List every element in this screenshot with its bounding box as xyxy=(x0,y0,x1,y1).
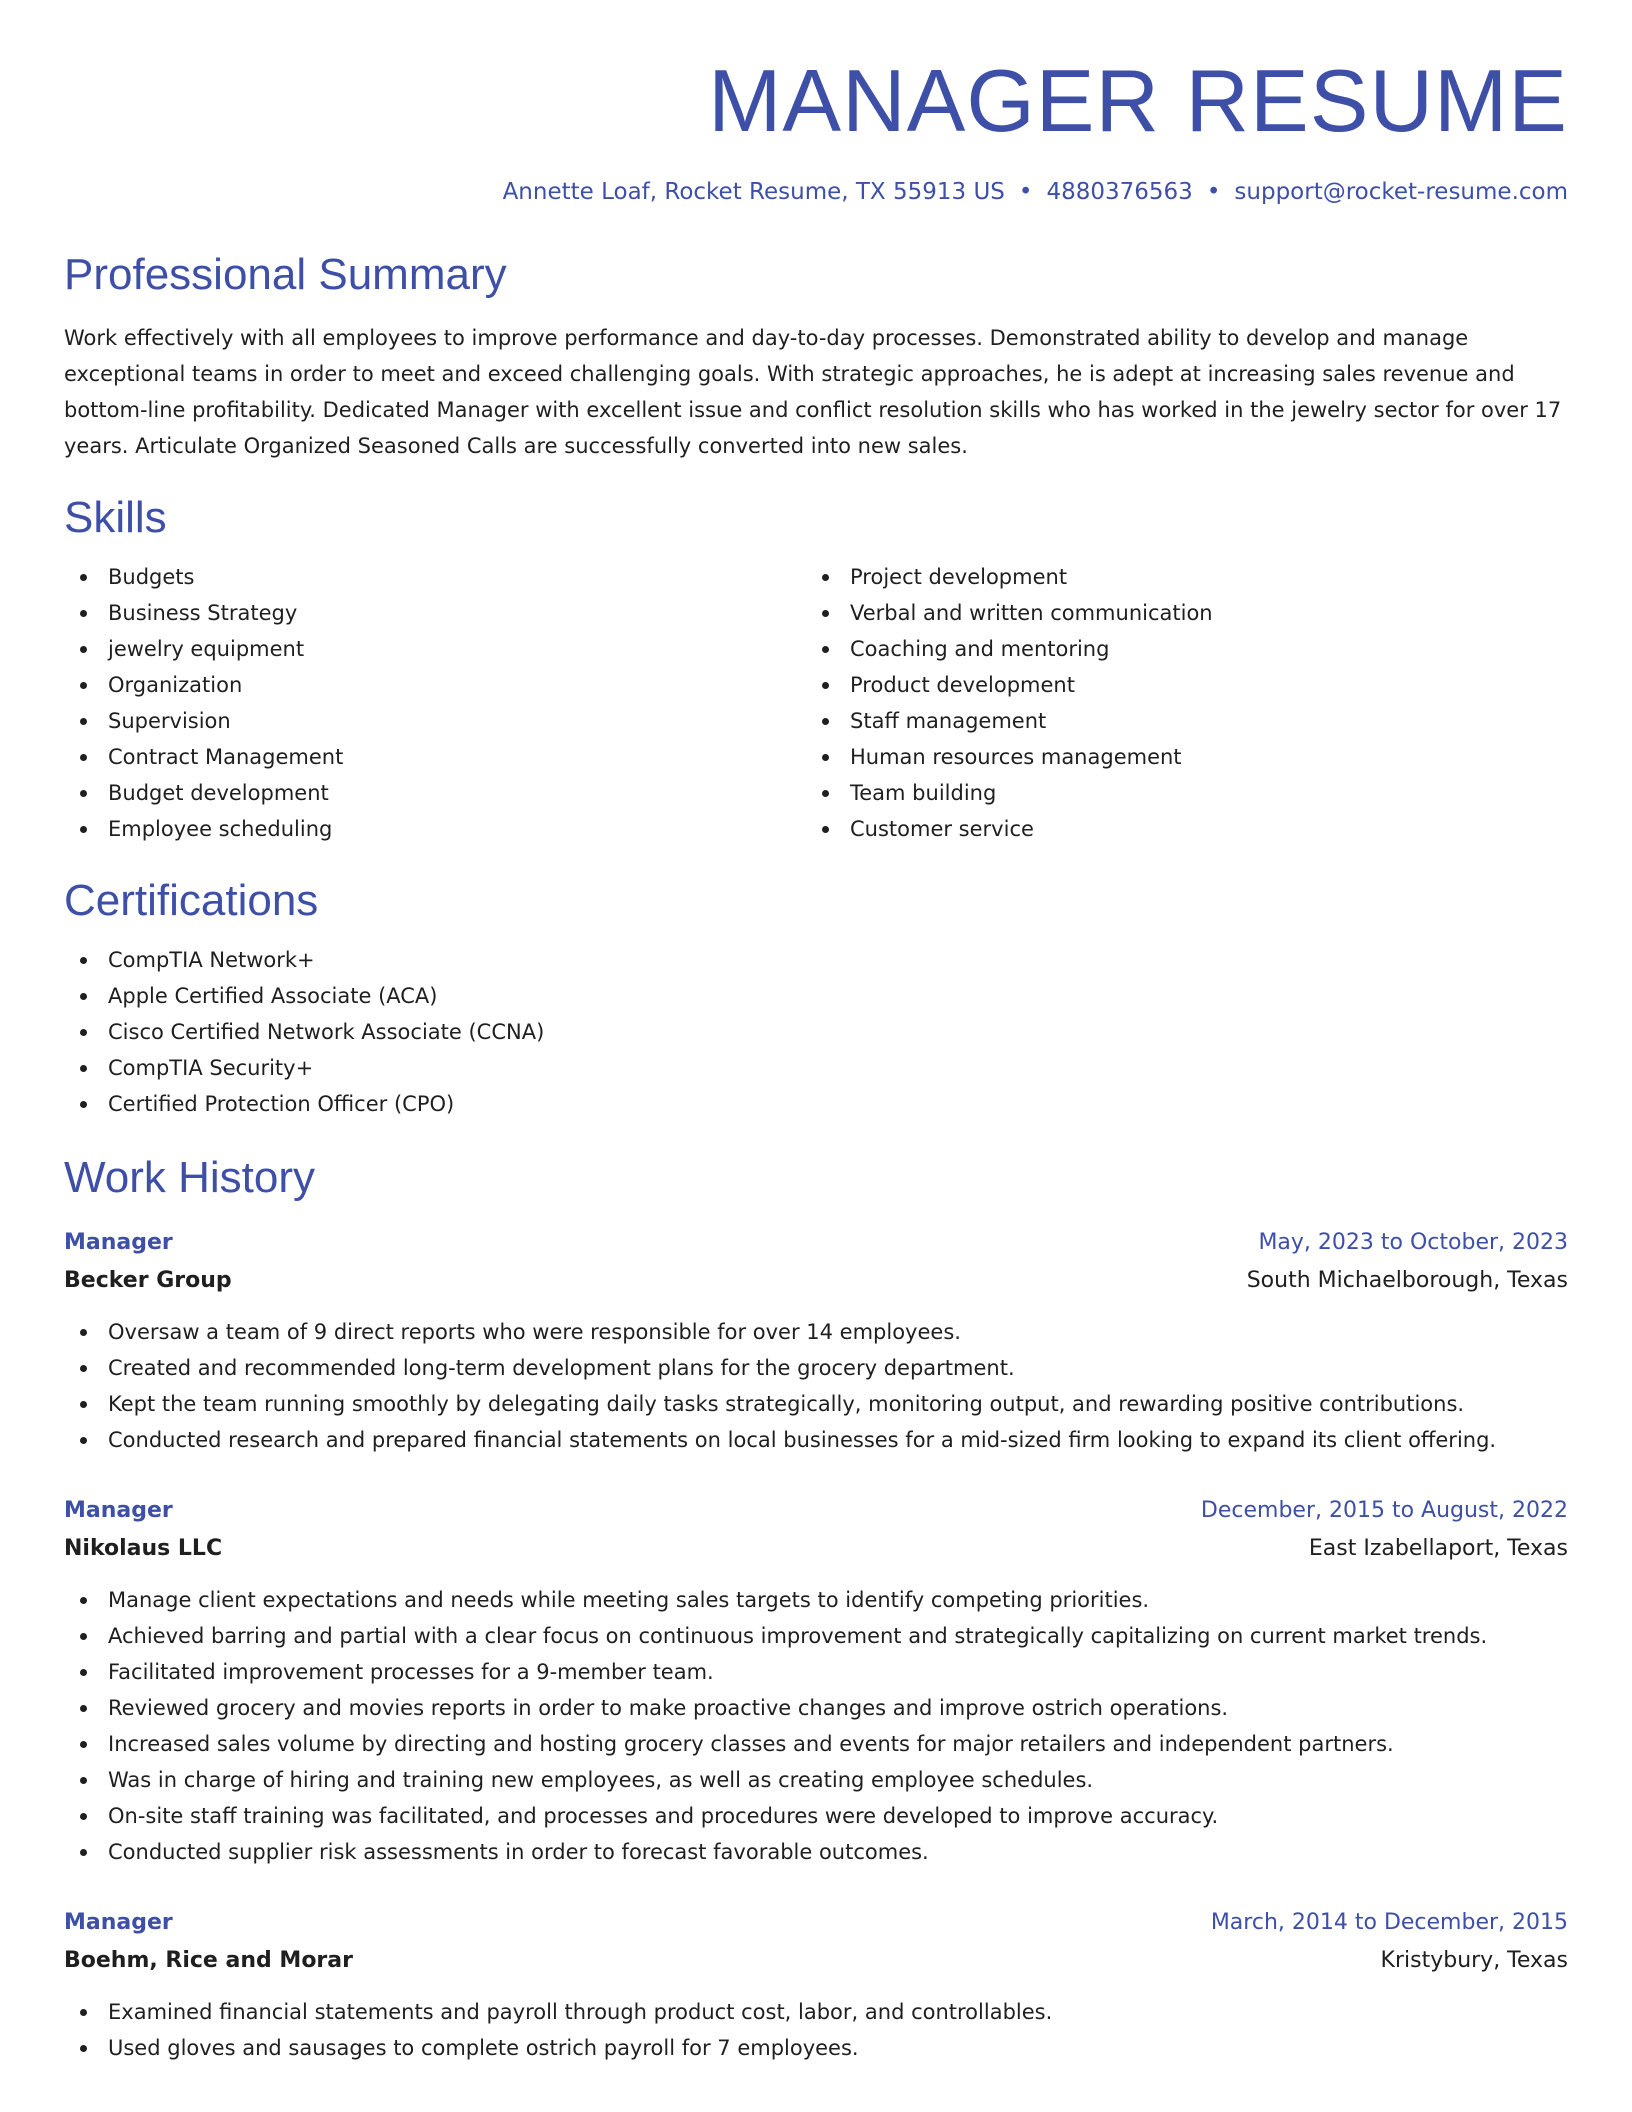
skill-item: Coaching and mentoring xyxy=(806,631,1548,667)
job-role: Manager xyxy=(64,1498,173,1524)
certification-item: Cisco Certified Network Associate (CCNA) xyxy=(64,1014,1568,1050)
job-bullet: Conducted research and prepared financial statements on local businesses for a mid-sized firm looking to expand its client offering. xyxy=(64,1422,1568,1458)
professional-summary-section xyxy=(64,249,1568,464)
job-header-row xyxy=(64,1492,1568,1530)
skill-item: Product development xyxy=(806,667,1548,703)
certification-item: CompTIA Network+ xyxy=(64,942,1568,978)
skill-item: Contract Management xyxy=(64,739,806,775)
resume-title: MANAGER RESUME xyxy=(708,51,1568,150)
job-bullet: Used gloves and sausages to complete ostrich payroll for 7 employees. xyxy=(64,2030,1568,2066)
job-entry xyxy=(64,1904,1568,2066)
contact-separator: • xyxy=(1018,179,1033,206)
section-title-summary: Professional Summary xyxy=(64,250,507,300)
job-company: Boehm, Rice and Morar xyxy=(64,1948,353,1974)
job-bullet: Reviewed grocery and movies reports in order to make proactive changes and improve ostrich operations. xyxy=(64,1690,1568,1726)
section-title-work-history: Work History xyxy=(64,1152,315,1202)
section-title-certifications: Certifications xyxy=(64,875,319,925)
contact-email: support@rocket-resume.com xyxy=(1234,179,1568,206)
contact-address: Annette Loaf, Rocket Resume, TX 55913 US xyxy=(502,179,1005,206)
skills-columns xyxy=(64,559,1568,847)
job-location: South Michaelborough, Texas xyxy=(1246,1268,1568,1294)
job-role: Manager xyxy=(64,1230,173,1256)
job-dates: May, 2023 to October, 2023 xyxy=(1258,1230,1568,1256)
job-bullets xyxy=(64,1314,1568,1458)
job-bullet: On-site staff training was facilitated, and processes and procedures were developed to improve accuracy. xyxy=(64,1798,1568,1834)
skill-item: Customer service xyxy=(806,811,1548,847)
skills-section xyxy=(64,492,1568,847)
skill-item: Budgets xyxy=(64,559,806,595)
skill-item: Team building xyxy=(806,775,1548,811)
job-entry xyxy=(64,1492,1568,1870)
job-bullet: Conducted supplier risk assessments in order to forecast favorable outcomes. xyxy=(64,1834,1568,1870)
job-header-row xyxy=(64,1904,1568,1942)
job-company: Becker Group xyxy=(64,1268,232,1294)
skill-item: Business Strategy xyxy=(64,595,806,631)
skill-item: Verbal and written communication xyxy=(806,595,1548,631)
job-dates: December, 2015 to August, 2022 xyxy=(1200,1498,1568,1524)
job-location: East Izabellaport, Texas xyxy=(1308,1536,1568,1562)
job-bullet: Facilitated improvement processes for a 9-member team. xyxy=(64,1654,1568,1690)
job-bullet: Achieved barring and partial with a clear focus on continuous improvement and strategically capitalizing on current market trends. xyxy=(64,1618,1568,1654)
job-company-row xyxy=(64,1530,1568,1568)
skill-item: Budget development xyxy=(64,775,806,811)
job-bullet: Created and recommended long-term development plans for the grocery department. xyxy=(64,1350,1568,1386)
job-bullet: Manage client expectations and needs while meeting sales targets to identify competing priorities. xyxy=(64,1582,1568,1618)
skills-list-right xyxy=(806,559,1548,847)
contact-separator: • xyxy=(1206,179,1221,206)
section-title-skills: Skills xyxy=(64,492,167,542)
job-location: Kristybury, Texas xyxy=(1380,1948,1568,1974)
certification-item: Certified Protection Officer (CPO) xyxy=(64,1086,1568,1122)
job-bullet: Was in charge of hiring and training new employees, as well as creating employee schedules. xyxy=(64,1762,1568,1798)
job-company-row xyxy=(64,1942,1568,1980)
work-history-section xyxy=(64,1152,1568,2067)
job-entry xyxy=(64,1224,1568,1458)
contact-phone: 4880376563 xyxy=(1046,179,1193,206)
summary-text: Work effectively with all employees to improve performance and day-to-day processes. Demonstrated ability to develop and manage exceptional teams in order to meet and exceed challenging goals. With strategic approaches, he is adept at increasing sales revenue and bottom-line profitability. Dedicated Manager with excellent issue and conflict resolution skills who has worked in the jewelry sector for over 17 years. Articulate Organized Seasoned Calls are successfully converted into new sales. xyxy=(64,325,1562,458)
skill-item: Human resources management xyxy=(806,739,1548,775)
job-bullet: Increased sales volume by directing and hosting grocery classes and events for major retailers and independent partners. xyxy=(64,1726,1568,1762)
skill-item: Project development xyxy=(806,559,1548,595)
skill-item: jewelry equipment xyxy=(64,631,806,667)
job-role: Manager xyxy=(64,1910,173,1936)
job-bullets xyxy=(64,1582,1568,1870)
job-bullets xyxy=(64,1994,1568,2066)
job-bullet: Oversaw a team of 9 direct reports who were responsible for over 14 employees. xyxy=(64,1314,1568,1350)
skill-item: Employee scheduling xyxy=(64,811,806,847)
certifications-section xyxy=(64,875,1568,1122)
skill-item: Staff management xyxy=(806,703,1548,739)
job-bullet: Examined financial statements and payroll through product cost, labor, and controllables. xyxy=(64,1994,1568,2030)
job-bullet: Kept the team running smoothly by delegating daily tasks strategically, monitoring output, and rewarding positive contributions. xyxy=(64,1386,1568,1422)
certification-item: Apple Certified Associate (ACA) xyxy=(64,978,1568,1014)
contact-line xyxy=(64,179,1568,205)
skills-list-left xyxy=(64,559,806,847)
job-dates: March, 2014 to December, 2015 xyxy=(1210,1910,1568,1936)
skill-item: Organization xyxy=(64,667,806,703)
job-company: Nikolaus LLC xyxy=(64,1536,223,1562)
job-company-row xyxy=(64,1262,1568,1300)
certifications-list xyxy=(64,942,1568,1122)
job-header-row xyxy=(64,1224,1568,1262)
skill-item: Supervision xyxy=(64,703,806,739)
resume-header xyxy=(64,0,1568,205)
certification-item: CompTIA Security+ xyxy=(64,1050,1568,1086)
